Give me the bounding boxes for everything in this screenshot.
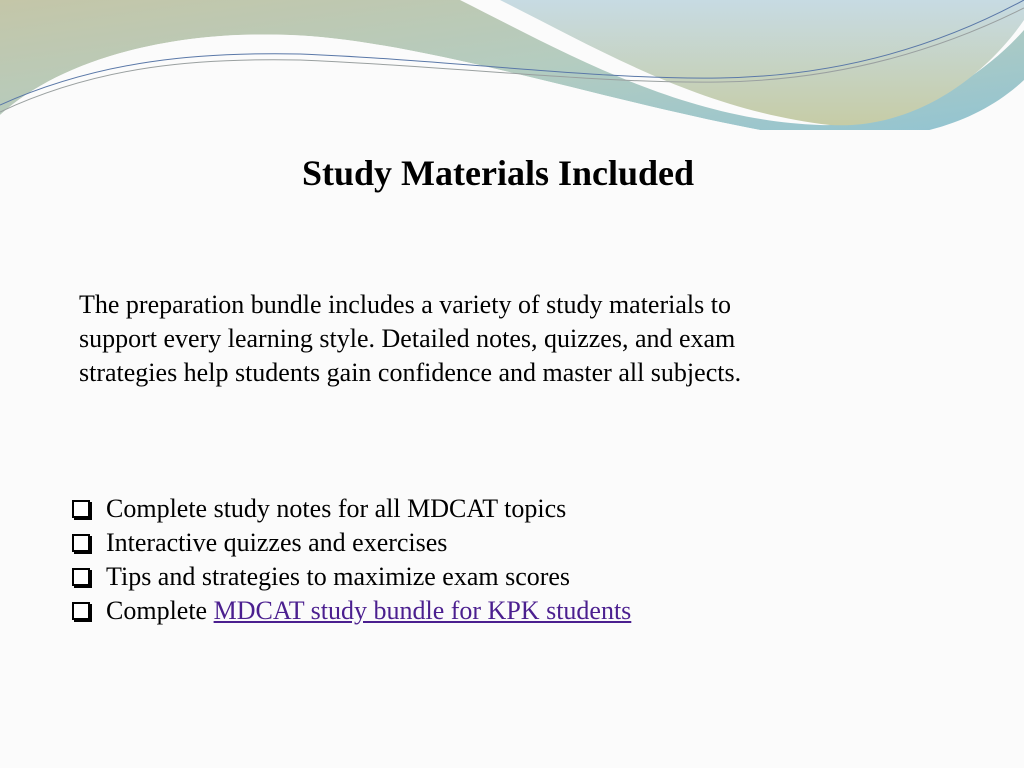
checkbox-square-icon — [72, 568, 90, 586]
intro-paragraph: The preparation bundle includes a variety of study materials to support every learning style. Detailed notes, quizzes, and exam strategies help students gain confidence and master all subjects. — [79, 290, 742, 387]
decorative-wave-header — [0, 0, 1024, 130]
list-item — [72, 594, 631, 628]
bullet-text: Complete — [106, 596, 214, 625]
list-item — [72, 526, 631, 560]
list-item — [72, 492, 631, 526]
slide-title: Study Materials Included — [301, 153, 695, 193]
checkbox-square-icon — [72, 500, 90, 518]
bullet-text: Complete study notes for all MDCAT topics — [106, 494, 567, 523]
bullet-text: Interactive quizzes and exercises — [106, 528, 448, 557]
mdcat-bundle-link[interactable]: MDCAT study bundle for KPK students — [213, 596, 632, 625]
checkbox-square-icon — [72, 602, 90, 620]
list-item — [72, 560, 631, 594]
bullet-list — [72, 492, 631, 628]
checkbox-square-icon — [72, 534, 90, 552]
bullet-text: Tips and strategies to maximize exam scores — [106, 562, 571, 591]
